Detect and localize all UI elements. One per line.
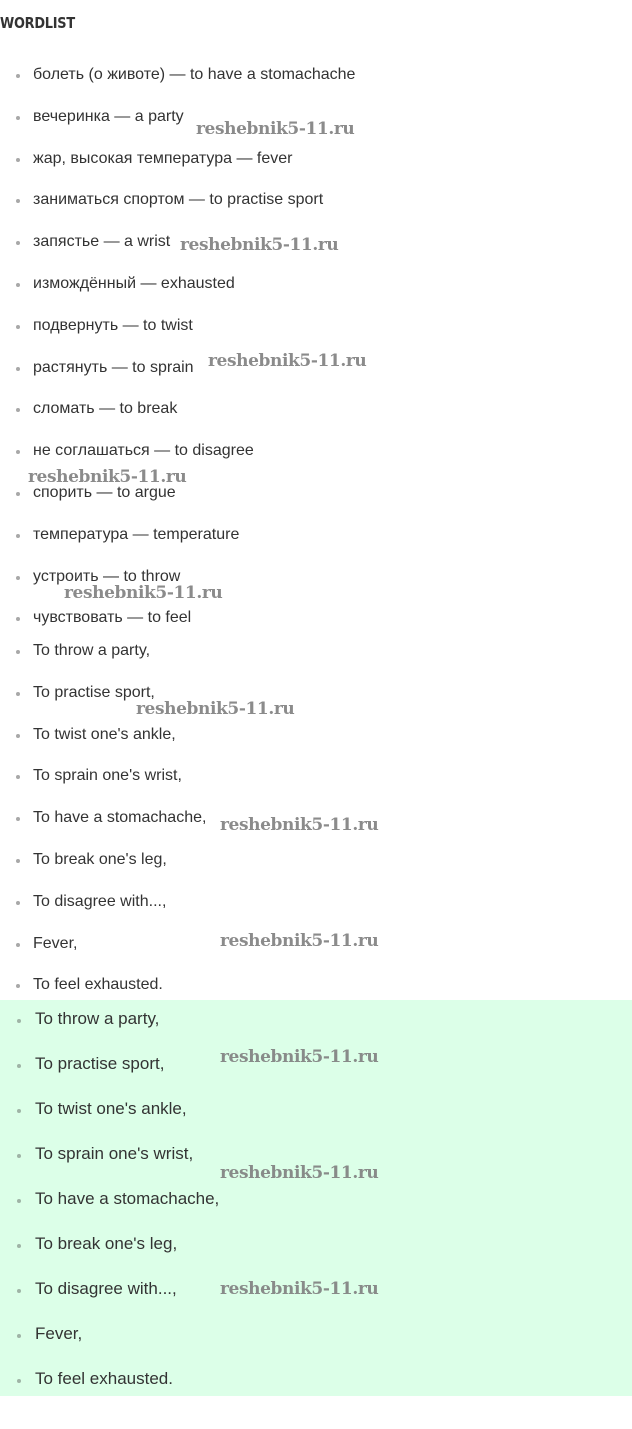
list-item: не соглашаться — to disagree bbox=[0, 441, 632, 483]
list-item: растянуть — to sprain bbox=[0, 358, 632, 400]
list-item: Fever, bbox=[0, 934, 632, 976]
list-item: To break one's leg, bbox=[0, 1234, 632, 1279]
list-item: To throw a party, bbox=[0, 641, 632, 683]
watermark: reshebnik5-11.ru bbox=[220, 931, 379, 951]
list-item: To feel exhausted. bbox=[0, 975, 632, 1017]
list-item: подвернуть — to twist bbox=[0, 316, 632, 358]
watermark: reshebnik5-11.ru bbox=[208, 351, 367, 371]
list-item: жар, высокая температура — fever bbox=[0, 149, 632, 191]
list-item: температура — temperature bbox=[0, 525, 632, 567]
watermark: reshebnik5-11.ru bbox=[220, 1047, 379, 1067]
list-item: спорить — to argue bbox=[0, 483, 632, 525]
list-item: To disagree with..., bbox=[0, 892, 632, 934]
list-item: To have a stomachache, bbox=[0, 1189, 632, 1234]
list-item: To sprain one's wrist, bbox=[0, 766, 632, 808]
list-item: сломать — to break bbox=[0, 399, 632, 441]
list-item: To twist one's ankle, bbox=[0, 1099, 632, 1144]
watermark: reshebnik5-11.ru bbox=[180, 235, 339, 255]
list-item: измождённый — exhausted bbox=[0, 274, 632, 316]
list-item: болеть (о животе) — to have a stomachache bbox=[0, 65, 632, 107]
list-item: To feel exhausted. bbox=[0, 1369, 632, 1414]
watermark: reshebnik5-11.ru bbox=[64, 583, 223, 603]
list-item: To practise sport, bbox=[0, 683, 632, 725]
list-item: To disagree with..., bbox=[0, 1279, 632, 1324]
watermark: reshebnik5-11.ru bbox=[220, 815, 379, 835]
list-item: To have a stomachache, bbox=[0, 808, 632, 850]
list-item: запястье — a wrist bbox=[0, 232, 632, 274]
list-item: To break one's leg, bbox=[0, 850, 632, 892]
watermark: reshebnik5-11.ru bbox=[220, 1163, 379, 1183]
list-item: заниматься спортом — to practise sport bbox=[0, 190, 632, 232]
list-item: устроить — to throw bbox=[0, 567, 632, 609]
watermark: reshebnik5-11.ru bbox=[220, 1279, 379, 1299]
watermark: reshebnik5-11.ru bbox=[196, 119, 355, 139]
list-item: вечеринка — a party bbox=[0, 107, 632, 149]
wordlist-heading: WORDLIST bbox=[0, 14, 75, 32]
list-item: To practise sport, bbox=[0, 1054, 632, 1099]
list-item: To twist one's ankle, bbox=[0, 725, 632, 767]
list-item: чувствовать — to feel bbox=[0, 608, 632, 650]
list-item: To sprain one's wrist, bbox=[0, 1144, 632, 1189]
answer-list bbox=[0, 1009, 632, 1414]
watermark: reshebnik5-11.ru bbox=[136, 699, 295, 719]
list-item: To throw a party, bbox=[0, 1009, 632, 1054]
watermark: reshebnik5-11.ru bbox=[28, 467, 187, 487]
list-item: Fever, bbox=[0, 1324, 632, 1369]
